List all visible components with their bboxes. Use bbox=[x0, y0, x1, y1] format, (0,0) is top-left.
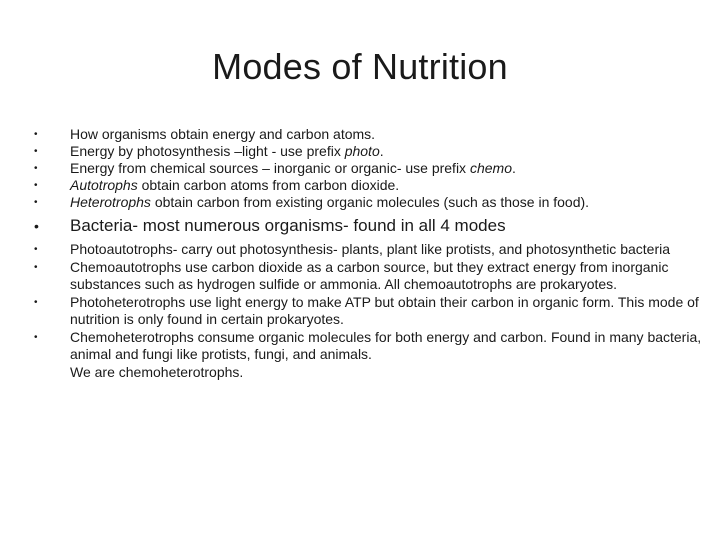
bullet-text: . bbox=[379, 143, 384, 159]
bullet-text: . bbox=[511, 160, 516, 176]
bullet-item bbox=[34, 177, 704, 194]
bullet-text: Energy from chemical sources – inorganic or organic- use prefix bbox=[70, 160, 470, 176]
bullet-item bbox=[34, 259, 704, 294]
bullet-dot: • bbox=[34, 218, 39, 234]
bullet-dot: • bbox=[34, 261, 38, 273]
bullet-dot: • bbox=[34, 197, 38, 208]
bullet-text: Photoautotrophs- carry out photosynthesis- plants, plant like protists, and photosynthetic bacteria bbox=[70, 241, 671, 257]
bullet-dot: • bbox=[34, 244, 38, 255]
bullet-emphasis: chemo bbox=[469, 160, 512, 176]
bullet-dot: • bbox=[34, 129, 38, 140]
bullet-item bbox=[34, 126, 704, 143]
bullet-item bbox=[34, 160, 704, 177]
bullet-list bbox=[34, 126, 704, 381]
bullet-text: Chemoheterotrophs consume organic molecules for both energy and carbon. Found in many bacteria, animal and fungi like protists, fungi, and animals. bbox=[70, 328, 702, 362]
bullet-text: Energy by photosynthesis –light - use prefix bbox=[70, 143, 345, 159]
bullet-dot: • bbox=[34, 180, 38, 191]
bullet-item bbox=[34, 143, 704, 160]
bullet-item bbox=[34, 329, 704, 382]
bullet-emphasis: Autotrophs bbox=[70, 177, 138, 193]
bullet-text-continued: We are chemoheterotrophs. bbox=[70, 363, 244, 380]
bullet-item bbox=[34, 294, 704, 329]
bullet-dot: • bbox=[34, 331, 38, 343]
bullet-text: How organisms obtain energy and carbon atoms. bbox=[70, 126, 376, 142]
bullet-item-highlight bbox=[34, 215, 704, 237]
bullet-text: Chemoautotrophs use carbon dioxide as a carbon source, but they extract energy from inorganic substances such as hydrogen sulfide or ammonia. All chemoautotrophs are prokaryotes. bbox=[70, 258, 669, 292]
bullet-emphasis: Heterotrophs bbox=[70, 194, 151, 210]
bullet-item bbox=[34, 194, 704, 211]
bullet-emphasis: photo bbox=[344, 143, 380, 159]
slide-title: Modes of Nutrition bbox=[212, 46, 508, 87]
bullet-dot: • bbox=[34, 146, 38, 157]
bullet-item bbox=[34, 241, 704, 259]
bullet-dot: • bbox=[34, 296, 38, 308]
bullet-text: obtain carbon from existing organic molecules (such as those in food). bbox=[150, 194, 590, 210]
bullet-text: Bacteria- most numerous organisms- found in all 4 modes bbox=[70, 216, 506, 235]
bullet-text: Photoheterotrophs use light energy to make ATP but obtain their carbon in organic form. This mode of nutrition is only found in certain prokaryotes. bbox=[70, 293, 699, 327]
bullet-text: obtain carbon atoms from carbon dioxide. bbox=[137, 177, 400, 193]
bullet-dot: • bbox=[34, 163, 38, 174]
